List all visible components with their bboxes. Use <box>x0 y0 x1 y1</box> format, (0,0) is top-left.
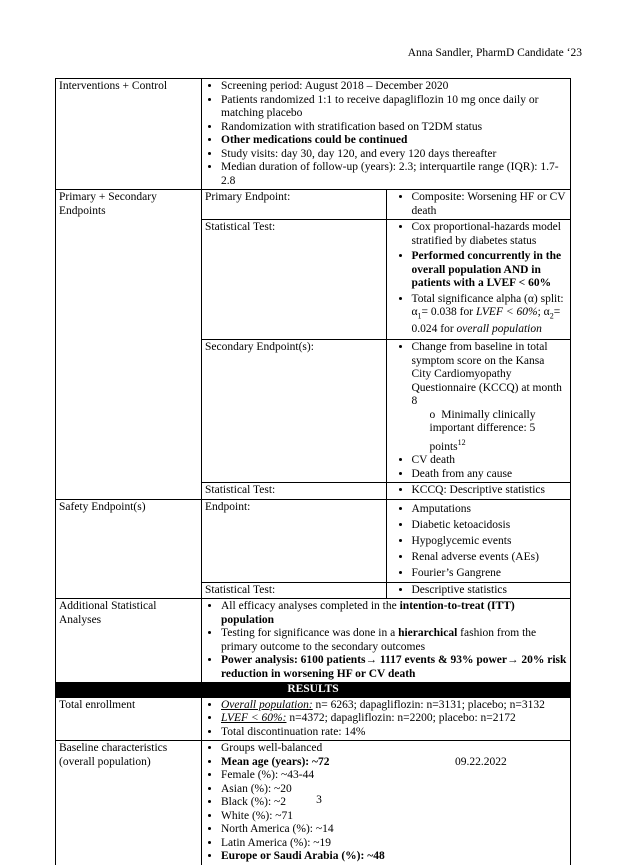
list-item: • White (%): ~71 <box>221 810 567 824</box>
list-item: • Hypoglycemic events <box>412 533 568 549</box>
list-item: • LVEF < 60%: n=4372; dapagliflozin: n=2200; placebo: n=2172 <box>221 712 567 726</box>
enrollment-label: Total enrollment <box>56 697 202 741</box>
page-number: 3 <box>316 794 322 806</box>
additional-label: Additional Statistical Analyses <box>56 599 202 683</box>
safety-label: Safety Endpoint(s) <box>56 499 202 599</box>
list-item: • Asian (%): ~20 <box>221 783 567 797</box>
list-item: • Total discontinuation rate: 14% <box>221 726 567 740</box>
list-item: • Composite: Worsening HF or CV death <box>412 191 568 218</box>
additional-content <box>202 599 571 683</box>
list-item: • All efficacy analyses completed in the intention-to-treat (ITT) population <box>221 600 567 627</box>
list-item: • Total significance alpha (α) split: $\alpha_1= 0.038$ for LVEF < 60%; $\alpha_2= 0.024$ for overall population <box>412 293 568 337</box>
statistical-test-value <box>386 582 571 599</box>
statistical-test-label: Statistical Test: <box>202 220 387 340</box>
statistical-test-value <box>386 483 571 500</box>
page-header-author: Anna Sandler, PharmD Candidate ‘23 <box>407 47 582 59</box>
list-item: • North America (%): ~14 <box>221 823 567 837</box>
list-item: • Diabetic ketoacidosis <box>412 517 568 533</box>
safety-endpoint-label: Endpoint: <box>202 499 387 582</box>
baseline-label: Baseline characteristics (overall population) <box>56 741 202 865</box>
results-header-row <box>56 683 571 698</box>
list-item: • Groups well-balanced <box>221 742 567 756</box>
list-item: • Study visits: day 30, day 120, and every 120 days thereafter <box>221 148 567 162</box>
list-item: • Other medications could be continued <box>221 134 567 148</box>
list-item: • Black (%): ~2 <box>221 796 567 810</box>
list-item: • Descriptive statistics <box>412 584 568 598</box>
secondary-endpoint-label: Secondary Endpoint(s): <box>202 340 387 483</box>
list-item: • Europe or Saudi Arabia (%): ~48 <box>221 850 567 864</box>
list-item: • Performed concurrently in the overall population AND in patients with a LVEF < 60% <box>412 250 568 291</box>
statistical-test-label: Statistical Test: <box>202 483 387 500</box>
list-item: • Patients randomized 1:1 to receive dapagliflozin 10 mg once daily or matching placebo <box>221 94 567 121</box>
list-item: • Change from baseline in total symptom score on the Kansa City Cardiomyopathy Questionnaire (KCCQ) at month 8 o Minimally clinically important difference: 5 points$^{12}$ <box>412 341 568 454</box>
footer-date: 09.22.2022 <box>455 756 507 768</box>
statistical-test-label: Statistical Test: <box>202 582 387 599</box>
row-interventions <box>56 79 571 190</box>
secondary-endpoint-value <box>386 340 571 483</box>
list-item: • Renal adverse events (AEs) <box>412 549 568 565</box>
list-item: • Female (%): ~43-44 <box>221 769 567 783</box>
list-item: • Cox proportional-hazards model stratified by diabetes status <box>412 221 568 248</box>
row-additional-analyses <box>56 599 571 683</box>
primary-endpoint-value <box>386 190 571 220</box>
list-item: • Latin America (%): ~19 <box>221 837 567 851</box>
list-item: • Death from any cause <box>412 468 568 482</box>
list-item: • Fourier’s Gangrene <box>412 565 568 581</box>
list-item: • KCCQ: Descriptive statistics <box>412 484 568 498</box>
list-item: • Mean age (years): ~72 <box>221 756 567 770</box>
endpoints-label: Primary + Secondary Endpoints <box>56 190 202 500</box>
list-item: • Testing for significance was done in a hierarchical fashion from the primary outcome to the secondary outcomes <box>221 627 567 654</box>
list-item: • Amputations <box>412 501 568 517</box>
list-item: • Median duration of follow-up (years): 2.3; interquartile range (IQR): 1.7-2.8 <box>221 161 567 188</box>
list-item: • Power analysis: 6100 patients→ 1117 events & 93% power→ 20% risk reduction in worsening HF or CV death <box>221 654 567 681</box>
row-primary-endpoint <box>56 190 571 220</box>
list-item: • Overall population: n= 6263; dapagliflozin: n=3131; placebo; n=3132 <box>221 699 567 713</box>
interventions-label: Interventions + Control <box>56 79 202 190</box>
interventions-content <box>202 79 571 190</box>
row-safety-endpoint <box>56 499 571 582</box>
list-item: • CV death <box>412 454 568 468</box>
row-enrollment <box>56 697 571 741</box>
results-header: RESULTS <box>56 683 571 698</box>
enrollment-content <box>202 697 571 741</box>
statistical-test-value <box>386 220 571 340</box>
list-item: o Minimally clinically important difference: 5 points$^{12}$ <box>430 409 568 454</box>
safety-endpoint-value <box>386 499 571 582</box>
list-item: • Screening period: August 2018 – December 2020 <box>221 80 567 94</box>
list-item: • Randomization with stratification based on T2DM status <box>221 121 567 135</box>
primary-endpoint-label: Primary Endpoint: <box>202 190 387 220</box>
study-table <box>55 78 571 865</box>
